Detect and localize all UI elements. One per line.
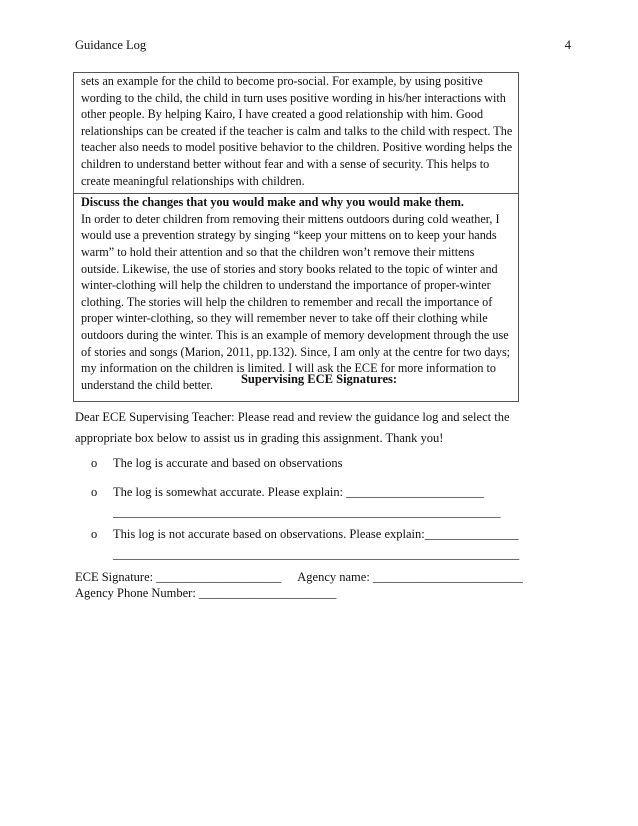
ece-signature-field[interactable]: ECE Signature: ____________________	[75, 570, 282, 584]
checkbox-bullet[interactable]: o	[91, 456, 98, 470]
explanation-line[interactable]: _________________________________________________________________	[113, 547, 520, 561]
signatures-intro: Dear ECE Supervising Teacher: Please read and review the guidance log and select the appropriate box below to assist us in grading this assignment. Thank you!	[75, 410, 510, 445]
agency-name-field[interactable]: Agency name: ________________________	[297, 570, 523, 584]
agency-phone-field[interactable]: Agency Phone Number: ______________________	[75, 586, 337, 600]
option-label: This log is not accurate based on observations. Please explain:_______________	[113, 527, 519, 541]
page-number: 4	[564, 38, 571, 52]
explanation-line[interactable]: ______________________________________________________________	[113, 505, 501, 519]
option-not-accurate[interactable]	[91, 524, 551, 564]
option-accurate[interactable]	[91, 453, 551, 473]
phone-row	[75, 584, 336, 602]
log-question: Discuss the changes that you would make and why you would make them.	[81, 195, 464, 210]
guidance-log-table	[73, 72, 519, 402]
log-paragraph-1: sets an example for the child to become pro-social. For example, by using positive wording to the child, the child in turn uses positive wording in his/her interactions with other people. By helping Kairo, I have created a good relationship with him. Good relationships can be created if the teacher is calm and talks to the child with respect. The teacher also needs to model positive behavior to the children. Positive wording helps the children to understand better without fear and with a sense of security. This helps to create meaningful relationships with children.	[81, 74, 513, 188]
checkbox-bullet[interactable]: o	[91, 485, 98, 499]
signatures-heading: Supervising ECE Signatures:	[240, 372, 398, 386]
running-head-title: Guidance Log	[75, 38, 147, 52]
option-label: The log is somewhat accurate. Please explain: ______________________	[113, 485, 484, 499]
option-label: The log is accurate and based on observations	[113, 456, 343, 470]
page-header	[75, 38, 571, 53]
checkbox-bullet[interactable]: o	[91, 527, 98, 541]
option-somewhat-accurate[interactable]	[91, 482, 551, 522]
log-cell-changes	[74, 194, 518, 401]
log-cell-relationships	[74, 73, 518, 194]
log-paragraph-2: In order to deter children from removing their mittens outdoors during cold weather, I would use a prevention strategy by singing “keep your mittens on to keep your hands warm” to hold their attention and so that the children won’t remove their mittens outside. Likewise, the use of stories and story books related to the topic of winter and winter-clothing will help the children to understand the importance of proper-winter clothing. The stories will help the children to remember and recall the importance of proper winter-clothing, so they will remember never to take off their clothing while outdoors during the winter. This is an example of memory development through the use of stories and songs (Marion, 2011, pp.132). Since, I am only at the centre for two days; my information on the children is limited. I will ask the ECE for more information to understand the child better.	[81, 211, 511, 392]
